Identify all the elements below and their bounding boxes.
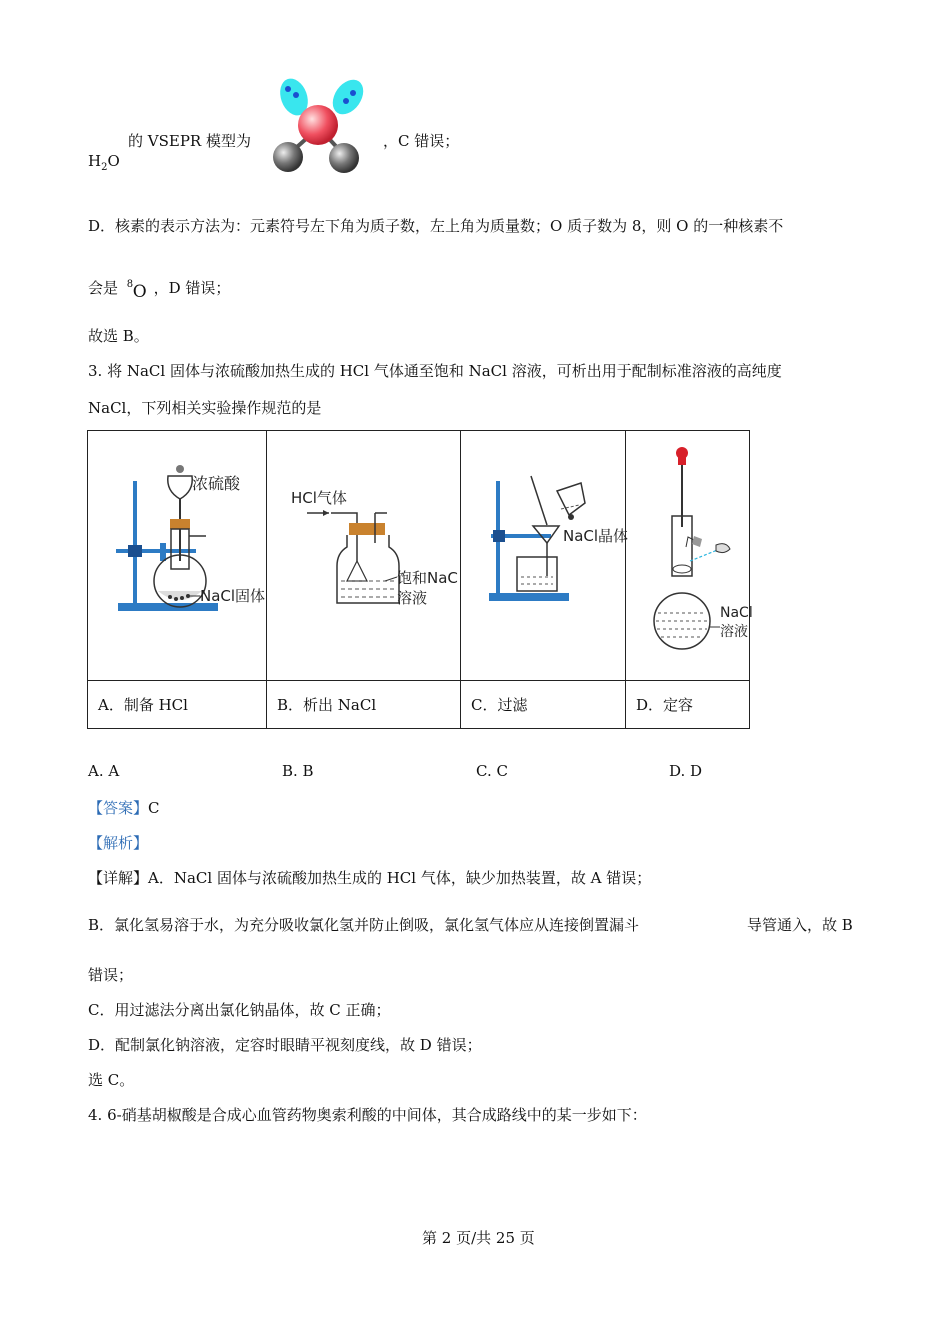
detail-b2: 导管通入，故 B [747,916,853,934]
page-footer: 第 2 页/共 25 页 [422,1229,535,1247]
question-3-line1: 3. 将 NaCl 固体与浓硫酸加热生成的 HCl 气体通至饱和 NaCl 溶液，可析出用于配制标准溶液的高纯度 [88,362,782,380]
caption-c: C．过滤 [461,681,626,729]
detail-b1: B．氯化氢易溶于水，为充分吸收氯化氢并防止倒吸，氯化氢气体应从连接倒置漏斗 [88,916,640,934]
caption-d: D．定容 [626,681,750,729]
detail-d: D．配制氯化钠溶液，定容时眼睛平视刻度线，故 D 错误； [88,1036,482,1054]
label-nacl-solid: NaCl固体 [200,587,266,605]
answer-line [88,797,160,818]
option-c: C. C [476,762,508,780]
apparatus-precipitate-nacl [267,431,460,676]
answer-tag: 【答案】 [88,799,149,817]
label-solution-d: 溶液 [720,624,748,640]
vsepr-tail: ，C 错误； [383,132,460,150]
analysis-tag: 【解析】 [88,834,149,852]
formula-h2o [88,152,120,173]
conclusion: 选 C。 [88,1071,135,1089]
figure-d-cell [626,431,753,681]
option-b: B. B [282,762,314,780]
label-nacl-crystal: NaCl晶体 [563,527,629,545]
label-hcl-gas: HCl气体 [291,489,347,507]
detail-b3: 错误； [88,966,134,984]
nuclide-element: O [132,282,147,302]
detail-a: A．NaCl 固体与浓硫酸加热生成的 HCl 气体，缺少加热装置，故 A 错误； [148,869,652,887]
detail-c: C．用过滤法分离出氯化钠晶体，故 C 正确； [88,1001,391,1019]
label-saturated-nacl: 饱和NaC [397,569,458,587]
question-3-line2: NaCl，下列相关实验操作规范的是 [88,399,322,417]
question-4: 4. 6-硝基胡椒酸是合成心血管药物奥索利酸的中间体，其合成路线中的某一步如下： [88,1106,647,1124]
nuclide-mass: 8 [126,279,134,290]
formula-h: H [88,152,102,170]
option-a: A. A [88,762,120,780]
label-nacl: NaCl [720,605,753,621]
apparatus-prepare-hcl [88,431,266,676]
vsepr-text: 的 VSEPR 模型为 [128,132,251,150]
paragraph-d: D．核素的表示方法为：元素符号左下角为质子数，左上角为质量数；O 质子数为 8，则 O 的一种核素不 [88,217,784,235]
apparatus-volume-fixing [626,431,753,676]
caption-b: B．析出 NaCl [267,681,461,729]
experiment-table [87,430,753,729]
figure-c-cell [461,431,629,681]
nuclide-pre: 会是 [88,279,119,297]
formula-o: O [107,152,120,170]
figure-b-cell [267,431,461,681]
choose-b: 故选 B。 [88,327,149,345]
label-conc-sulfuric: 浓硫酸 [192,474,241,493]
label-solution: 溶液 [397,589,428,607]
figure-a-cell [88,431,267,681]
apparatus-filtration [461,431,629,676]
formula-sub: 2 [101,162,108,173]
answer-value: C [148,799,160,817]
caption-a: A．制备 HCl [88,681,267,729]
detail-tag: 【详解】 [88,869,149,887]
detail-a-line [88,867,651,888]
vsepr-model-image [266,75,371,180]
nuclide-post: ，D 错误； [153,279,231,297]
paragraph-nuclide [88,277,231,302]
option-d: D. D [669,762,703,780]
